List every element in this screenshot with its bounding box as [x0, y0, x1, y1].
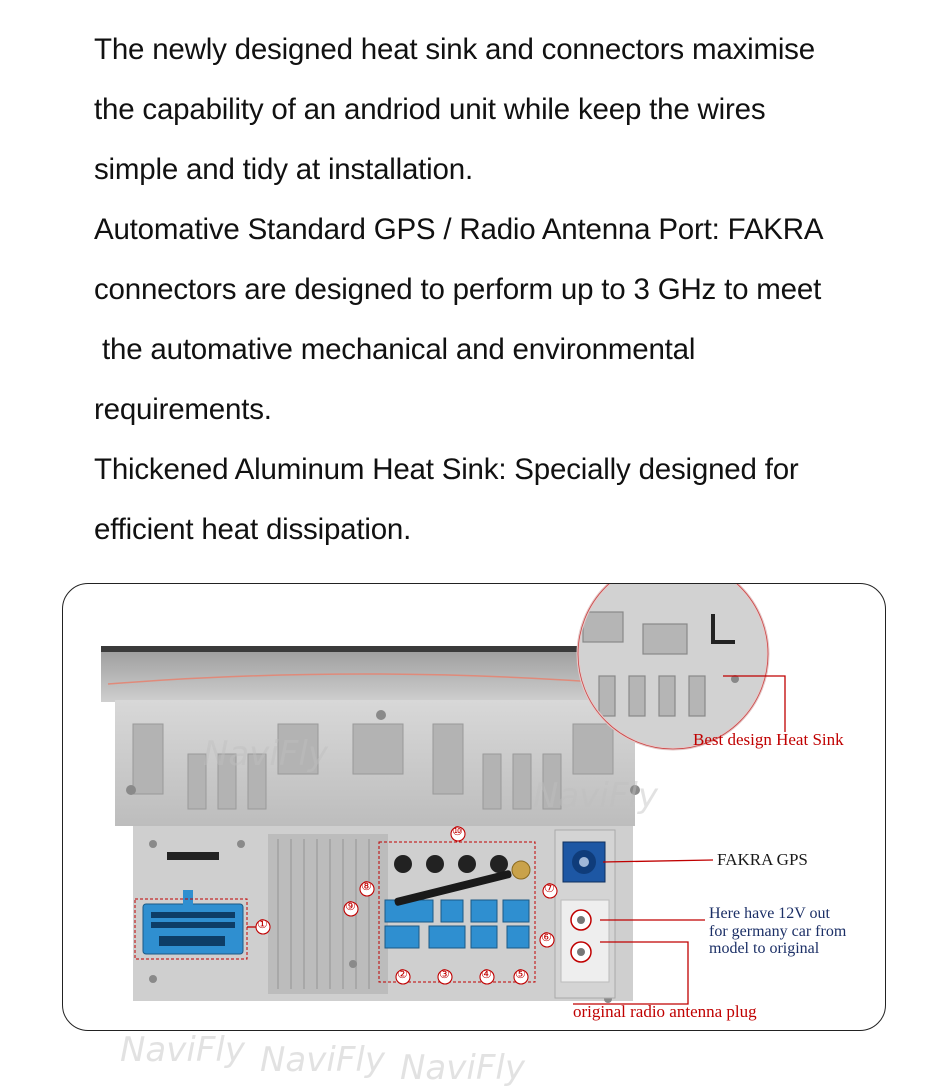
intro-line: the automative mechanical and environmental: [94, 333, 696, 366]
intro-line: the capability of an andriod unit while keep the wires: [94, 93, 766, 126]
callout-heat-sink: Best design Heat Sink: [693, 730, 844, 749]
port-label-3: ③: [439, 967, 450, 981]
watermark: NaviFly: [120, 1030, 245, 1070]
port-label-5: ⑤: [515, 967, 526, 981]
product-image-frame: [62, 583, 886, 1031]
port-label-6: ⑥: [541, 930, 552, 944]
callout-12v-out: [709, 905, 846, 958]
port-label-4: ④: [481, 967, 492, 981]
callout-fakra-gps: FAKRA GPS: [717, 850, 808, 869]
port-label-8: ⑧: [361, 879, 372, 893]
intro-line: The newly designed heat sink and connectors maximise: [94, 33, 815, 66]
intro-line: simple and tidy at installation.: [94, 153, 473, 186]
intro-line: requirements.: [94, 393, 272, 426]
port-label-9: ⑨: [345, 899, 356, 913]
port-label-10: ⑩: [452, 824, 463, 838]
port-label-7: ⑦: [544, 881, 555, 895]
watermark: NaviFly: [203, 734, 328, 774]
watermark: NaviFly: [260, 1040, 385, 1080]
intro-line: connectors are designed to perform up to 3 GHz to meet: [94, 273, 822, 306]
callout-12v-line: model to original: [709, 940, 820, 957]
port-label-2: ②: [397, 967, 408, 981]
intro-line: Automative Standard GPS / Radio Antenna Port: FAKRA: [94, 213, 824, 246]
watermark: NaviFly: [533, 776, 658, 816]
port-label-1: ①: [257, 917, 268, 931]
callout-12v-line: for germany car from: [709, 922, 847, 940]
head-unit-rear-illustration: [63, 584, 885, 1030]
intro-line: efficient heat dissipation.: [94, 513, 412, 546]
watermark: NaviFly: [400, 1048, 525, 1088]
intro-text: [94, 20, 894, 560]
callout-12v-line: Here have 12V out: [709, 905, 830, 922]
intro-line: Thickened Aluminum Heat Sink: Specially designed for: [94, 453, 799, 486]
callout-antenna-plug: original radio antenna plug: [573, 1002, 757, 1021]
